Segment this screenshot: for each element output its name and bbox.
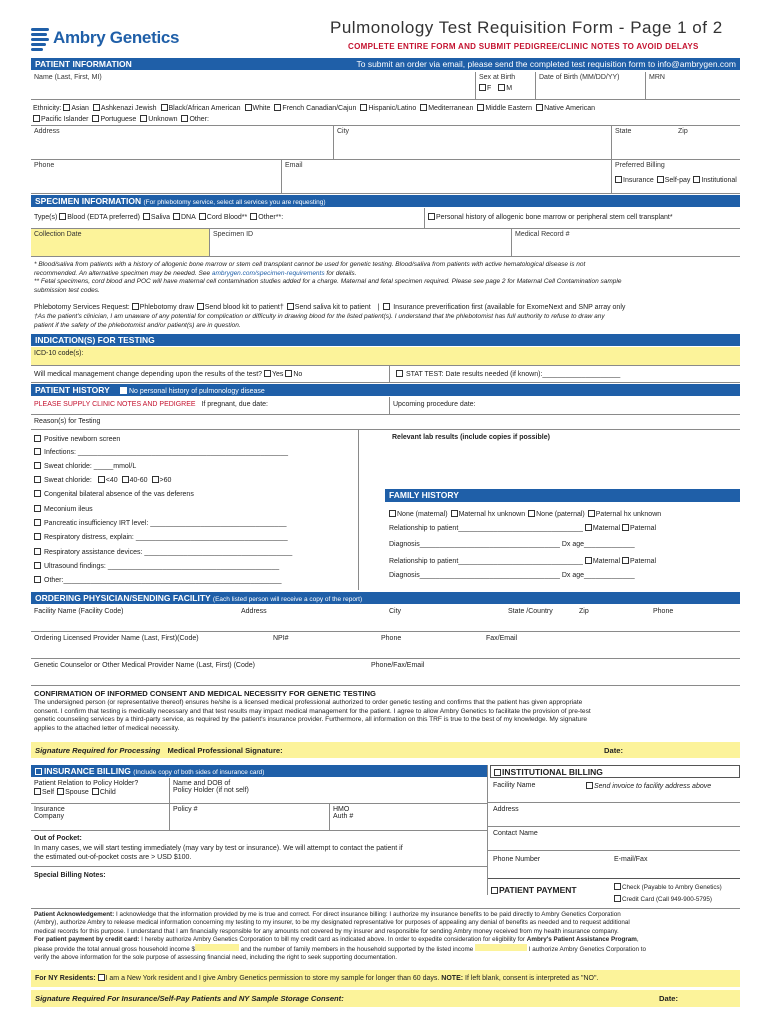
indications-band: INDICATION(S) FOR TESTING (31, 334, 740, 346)
holder-field[interactable]: Name and DOB of Policy Holder (if not self) (169, 778, 487, 803)
reason-checkbox[interactable] (34, 548, 41, 555)
ethnicity-checkbox[interactable] (181, 115, 188, 122)
clinic-notes: PLEASE SUPPLY CLINIC NOTES AND PEDIGREE If pregnant, due date: (34, 401, 268, 408)
relation-checkbox[interactable] (92, 788, 99, 795)
transplant-checkbox[interactable] (428, 213, 435, 220)
specimen-requirements-link[interactable]: ambrygen.com/specimen-requirements (211, 269, 325, 277)
family-checkbox[interactable] (389, 510, 396, 517)
family-checkbox[interactable] (588, 510, 595, 517)
family-option[interactable]: None (maternal) (389, 511, 448, 518)
relation-option[interactable]: Spouse (57, 789, 89, 796)
specimen-band: SPECIMEN INFORMATION (For phlebotomy service, select all services you are requesting) (31, 195, 740, 207)
sweat-checkbox[interactable] (34, 476, 41, 483)
reason-checkbox[interactable] (34, 448, 41, 455)
ethnicity-option[interactable]: Native American (536, 105, 595, 112)
patient-acknowledgement: Patient Acknowledgement: I acknowledge that the information provided by me is true and correct. For direct insurance billing: I authorize my insurance benefits to be paid directly to Ambry Genetics Corporation (Ambry), authorize Ambry to release medical information concerning my testing to my insurer, to be my designated representative for purposes of appealing any denial of benefits as needed and to request additional medical records for this purpose. I understand that I am financially responsible for any amounts not covered by my insurer and responsible for sending Ambry money received from my health insurance company. For patient payment by credit card: I hereby authorize Ambry Genetics Corporation to bill my credit card as indicated above. In order to expedite consideration for eligibility for Ambry's Patient Assistance Program, please provide the total annual gross household income $ and the number of family members in the household supported by the listed income I authorize Ambry Genetics Corporation to verify the above information for the sole purpose of assessing financial need, including the right to seek supporting documentation. (34, 911, 646, 962)
reason-checkbox[interactable] (34, 562, 41, 569)
institution-phone[interactable]: Phone Number E-mail/Fax (493, 856, 648, 863)
reason-checkbox[interactable] (34, 435, 41, 442)
specimen-type-checkbox[interactable] (199, 213, 206, 220)
preverification-checkbox[interactable] (383, 303, 390, 310)
consent-title: CONFIRMATION OF INFORMED CONSENT AND MEDICAL NECESSITY FOR GENETIC TESTING (34, 689, 376, 698)
ethnicity-checkbox[interactable] (140, 115, 147, 122)
patient-name-row (31, 72, 740, 100)
counselor-row[interactable]: Genetic Counselor or Other Medical Provider Name (Last, First) (Code) Phone/Fax/Email (31, 659, 740, 686)
phlebotomy-option[interactable]: Phlebotomy draw (132, 304, 194, 311)
reason-item[interactable]: Meconium ileus (34, 505, 93, 513)
specimen-type-checkbox[interactable] (143, 213, 150, 220)
management-row (31, 366, 740, 383)
institutional-band: INSTITUTIONAL BILLING (490, 765, 740, 778)
ethnicity-checkbox[interactable] (360, 104, 367, 111)
specimen-types: Type(s) Blood (EDTA preferred) Saliva DNA Cord Blood** Other**: (34, 214, 284, 221)
specimen-type-checkbox[interactable] (59, 213, 66, 220)
relation-checkbox[interactable] (34, 788, 41, 795)
mgmt-no-checkbox[interactable] (285, 370, 292, 377)
collection-row (31, 229, 740, 257)
family-options (389, 510, 664, 518)
family-members-field[interactable] (475, 944, 527, 951)
specimen-type-checkbox[interactable] (173, 213, 180, 220)
credit-card-checkbox[interactable] (614, 895, 621, 902)
provider-row[interactable]: Ordering Licensed Provider Name (Last, First)(Code) NPI# Phone Fax/Email (31, 632, 740, 659)
patient-name-field[interactable]: Name (Last, First, MI) (34, 74, 102, 81)
specimen-notes: * Blood/saliva from patients with a history of allogenic bone marrow or stem cell transplant cannot be used for genetic testing. Blood/saliva from patients with active hematological disease is not recommended. An alternative specimen may be needed. See ambrygen.com/specimen-requirements for details. ** Fetal specimens, cord blood and POC will have maternal cell contamination studies added for a charge. Maternal and fetal specimen required. Please see page 2 for Maternal Cell Contamination sample submission test codes. (34, 261, 622, 294)
state-field[interactable]: State (611, 126, 643, 159)
reason-item[interactable]: Sweat chloride: _____mmol/L (34, 462, 136, 470)
ethnicity-checkbox[interactable] (161, 104, 168, 111)
specimen-type-checkbox[interactable] (250, 213, 257, 220)
address-field[interactable]: Address (34, 128, 60, 135)
ethnicity-option[interactable]: Mediterranean (420, 105, 473, 112)
dob-field[interactable]: Date of Birth (MM/DD/YY) (535, 72, 645, 99)
institutional-checkbox[interactable] (494, 769, 501, 776)
sex-field: Sex at Birth F M (475, 72, 535, 99)
check-checkbox[interactable] (614, 883, 621, 890)
brand-name: Ambry Genetics (53, 28, 180, 47)
zip-field[interactable]: Zip (678, 128, 688, 135)
reason-item[interactable]: Congenital bilateral absence of the vas deferens (34, 490, 194, 498)
reason-checkbox[interactable] (34, 505, 41, 512)
facility-row[interactable]: Facility Name (Facility Code) Address City State /Country Zip Phone (31, 605, 740, 632)
billing-checkbox[interactable] (657, 176, 664, 183)
transplant-history: Personal history of allogenic bone marrow or peripheral stem cell transplant* (424, 208, 740, 228)
patient-history-band: PATIENT HISTORY No personal history of pulmonology disease (31, 384, 740, 396)
specimen-type-option[interactable]: Cord Blood** (199, 214, 247, 221)
reason-checkbox[interactable] (34, 533, 41, 540)
relationship-1[interactable]: Relationship to patient________________________________ Maternal Paternal (389, 525, 657, 532)
reasons-header: Reason(s) for Testing (31, 415, 740, 430)
phone-field[interactable]: Phone (34, 162, 55, 169)
specimen-type-option[interactable]: Saliva (143, 214, 170, 221)
specimen-type-option[interactable]: Other**: (250, 214, 283, 221)
family-option[interactable]: Maternal hx unknown (451, 511, 526, 518)
phlebotomy-checkbox[interactable] (287, 303, 294, 310)
relation-field: Patient Relation to Policy Holder? Self Spouse Child (34, 780, 139, 796)
form-title: Pulmonology Test Requisition Form - Page 1 of 2 (330, 18, 723, 37)
diagnosis-2[interactable]: Diagnosis____________________________________ Dx age_____________ (389, 572, 635, 579)
billing-option[interactable]: Self-pay (657, 177, 691, 184)
specimen-type-option[interactable]: Blood (EDTA preferred) (59, 214, 140, 221)
ethnicity-option[interactable]: Black/African American (161, 105, 241, 112)
reason-checkbox[interactable] (34, 490, 41, 497)
upcoming-procedure[interactable]: Upcoming procedure date: (389, 397, 740, 414)
reason-item[interactable]: Other:________________________________________________________ (34, 576, 281, 584)
relation-checkbox[interactable] (57, 788, 64, 795)
sweat-range-checkbox[interactable] (122, 476, 129, 483)
stat-test: STAT TEST: Date results needed (if known):____________________ (389, 366, 740, 382)
income-field[interactable] (195, 944, 239, 951)
ethnicity-option[interactable]: White (245, 105, 271, 112)
institution-address[interactable]: Address (488, 803, 740, 827)
reason-item[interactable]: Respiratory distress, explain: _______________________________________ (34, 533, 288, 541)
specimen-type-option[interactable]: DNA (173, 214, 196, 221)
phlebotomy-option[interactable]: Send blood kit to patient† (197, 304, 284, 311)
email-field[interactable]: Email (281, 160, 611, 193)
insurance-checkbox[interactable] (35, 768, 42, 775)
ambry-logo (31, 22, 181, 58)
sex-m-checkbox[interactable] (498, 84, 505, 91)
billing-option[interactable]: Institutional (693, 177, 736, 184)
reason-item[interactable]: Pancreatic insufficiency IRT level: ___________________________________ (34, 519, 286, 527)
sweat-range-checkbox[interactable] (152, 476, 159, 483)
policy-holder-row (31, 778, 487, 804)
city-field[interactable]: City (333, 126, 611, 159)
ethnicity-row: Ethnicity: Asian Ashkenazi Jewish Black/African American White French Canadian/Cajun Hispanic/Latino Mediterranean Middle Eastern Native American Pacific Islander Portuguese Unknown Other: (31, 100, 740, 126)
phlebotomy-option[interactable]: Send saliva kit to patient (287, 304, 371, 311)
patient-payment-checkbox[interactable] (491, 887, 498, 894)
relevant-lab-results: Relevant lab results (include copies if possible) (392, 434, 550, 441)
ethnicity-option[interactable]: Asian (63, 105, 89, 112)
reason-checkbox[interactable] (34, 519, 41, 526)
sweat-range-checkbox[interactable] (98, 476, 105, 483)
no-history-checkbox[interactable] (120, 387, 127, 394)
ethnicity-option[interactable]: Middle Eastern (477, 105, 532, 112)
signature-row[interactable]: Signature Required for Processing Medical Professional Signature: Date: (31, 742, 740, 758)
ethnicity-option[interactable]: French Canadian/Cajun (274, 105, 356, 112)
billing-option[interactable]: Insurance (615, 177, 654, 184)
patient-info-band (31, 58, 740, 70)
sex-f-checkbox[interactable] (479, 84, 486, 91)
family-option[interactable]: Paternal hx unknown (588, 511, 661, 518)
ny-residents-row: For NY Residents: I am a New York resident and I give Ambry Genetics permission to store my sample for longer than 60 days. NOTE: If left blank, consent is interpreted as "NO". (31, 970, 740, 987)
family-option[interactable]: None (paternal) (528, 511, 585, 518)
reason-item[interactable]: Respiratory assistance devices: ______________________________________ (34, 548, 292, 556)
family-checkbox[interactable] (528, 510, 535, 517)
relation-option[interactable]: Child (92, 789, 116, 796)
management-question: Will medical management change depending upon the results of the test? Yes No (34, 371, 303, 378)
family-checkbox[interactable] (451, 510, 458, 517)
ethnicity-checkbox[interactable] (536, 104, 543, 111)
ethnicity-checkbox[interactable] (92, 115, 99, 122)
phlebotomy-checkbox[interactable] (132, 303, 139, 310)
icd-row[interactable]: ICD-10 code(s): (31, 347, 740, 366)
final-signature-row[interactable]: Signature Required For Insurance/Self-Pay Patients and NY Sample Storage Consent: Date: (31, 990, 740, 1007)
mgmt-yes-checkbox[interactable] (264, 370, 271, 377)
relationship-2[interactable]: Relationship to patient________________________________ Maternal Paternal (389, 558, 657, 565)
family-history-band: FAMILY HISTORY (385, 489, 740, 502)
specimen-id-field[interactable]: Specimen ID (209, 229, 511, 256)
billing-checkbox[interactable] (615, 176, 622, 183)
patient-payment: PATIENT PAYMENT Check (Payable to Ambry Genetics) Credit Card (Call 949-900-5795) (488, 878, 740, 908)
reason-item[interactable]: Positive newborn screen (34, 435, 120, 443)
company-field[interactable]: Insurance Company (34, 806, 65, 820)
ethnicity-option[interactable]: Hispanic/Latino (360, 105, 416, 112)
ethnicity-checkbox[interactable] (420, 104, 427, 111)
billing-checkbox[interactable] (693, 176, 700, 183)
address-row (31, 126, 740, 160)
institution-facility[interactable]: Facility Name Send invoice to facility address above (488, 779, 740, 803)
phlebotomy-checkbox[interactable] (197, 303, 204, 310)
ethnicity-checkbox[interactable] (245, 104, 252, 111)
insurance-band: INSURANCE BILLING (Include copy of both sides of insurance card) (31, 765, 487, 777)
ethnicity-checkbox[interactable] (33, 115, 40, 122)
reason-item[interactable]: Ultrasound findings: ____________________________________________ (34, 562, 279, 570)
collection-date-field[interactable]: Collection Date (31, 229, 209, 256)
ethnicity-checkbox[interactable] (93, 104, 100, 111)
phlebotomy-row: Phlebotomy Services Request: Phlebotomy draw Send blood kit to patient† Send saliva kit to patient | Insurance preverification first (available for ExomeNext and SNP array only (34, 304, 626, 311)
mrn-field[interactable]: MRN (645, 72, 740, 99)
clinic-notes-row (31, 397, 740, 415)
email-order-note: To submit an order via email, please send the completed test requisition form to info@ambrygen.com (356, 59, 736, 69)
reason-item[interactable]: Infections: ______________________________________________________ (34, 448, 288, 456)
patient-info-title: PATIENT INFORMATION (35, 59, 132, 69)
medical-record-field[interactable]: Medical Record # (511, 229, 740, 256)
preferred-billing-field: Preferred Billing Insurance Self-pay Institutional (611, 160, 740, 193)
reason-checkbox[interactable] (34, 462, 41, 469)
policy-field[interactable]: Policy # (169, 804, 329, 830)
company-row (31, 804, 487, 831)
ethnicity-option[interactable]: Portuguese (92, 116, 136, 123)
ethnicity-option[interactable]: Other: (181, 116, 208, 123)
ethnicity-option[interactable]: Pacific Islander (33, 116, 88, 123)
physician-band: ORDERING PHYSICIAN/SENDING FACILITY (Each listed person will receive a copy of the report) (31, 592, 740, 604)
invoice-checkbox[interactable] (586, 782, 593, 789)
sweat-chloride-range: Sweat chloride: <40 40-60 >60 (34, 476, 171, 484)
hmo-field[interactable]: HMO Auth # (329, 804, 487, 830)
reason-checkbox[interactable] (34, 576, 41, 583)
ethnicity-option[interactable]: Unknown (140, 116, 177, 123)
consent-text: The undersigned person (or representative thereof) ensures he/she is a licensed medical professional authorized to order genetic testing and confirms that the patient has given appropriate consent. I confirm that testing is medically necessary and that test results may impact medical management for the patient. I agree to allow Ambry Genetics to facilitate the provision of pre-test genetic counseling services by a third-party service, as required by the patient's insurance provider. Furthermore, all information on this TRF is true to the best of my knowledge. My signature applies to the attached letter of medical necessity. (34, 699, 591, 732)
specimen-type-row (31, 208, 740, 229)
stat-checkbox[interactable] (396, 370, 403, 377)
ny-consent-checkbox[interactable] (98, 974, 105, 981)
ethnicity-checkbox[interactable] (274, 104, 281, 111)
diagnosis-1[interactable]: Diagnosis____________________________________ Dx age_____________ (389, 541, 635, 548)
special-billing-notes[interactable]: Special Billing Notes: (34, 872, 106, 879)
relation-option[interactable]: Self (34, 789, 54, 796)
ethnicity-checkbox[interactable] (63, 104, 70, 111)
ethnicity-option[interactable]: Ashkenazi Jewish (93, 105, 157, 112)
institution-contact[interactable]: Contact Name (488, 827, 740, 851)
phone-row (31, 160, 740, 194)
phlebotomy-note: †As the patient's clinician, I am unaware of any potential for complication or difficulty in drawing blood for the listed patient(s). I understand that the phlebotomist has full authority to refuse to draw any patient if the safety of the phlebotomist and/or patient(s) are in question. (34, 313, 605, 329)
out-of-pocket: Out of Pocket: In many cases, we will start testing immediately (may vary by test or insurance). We will attempt to contact the patient if the estimated out-of-pocket costs are > USD $100. (34, 835, 403, 861)
form-subtitle: COMPLETE ENTIRE FORM AND SUBMIT PEDIGREE/CLINIC NOTES TO AVOID DELAYS (348, 42, 699, 51)
ethnicity-checkbox[interactable] (477, 104, 484, 111)
